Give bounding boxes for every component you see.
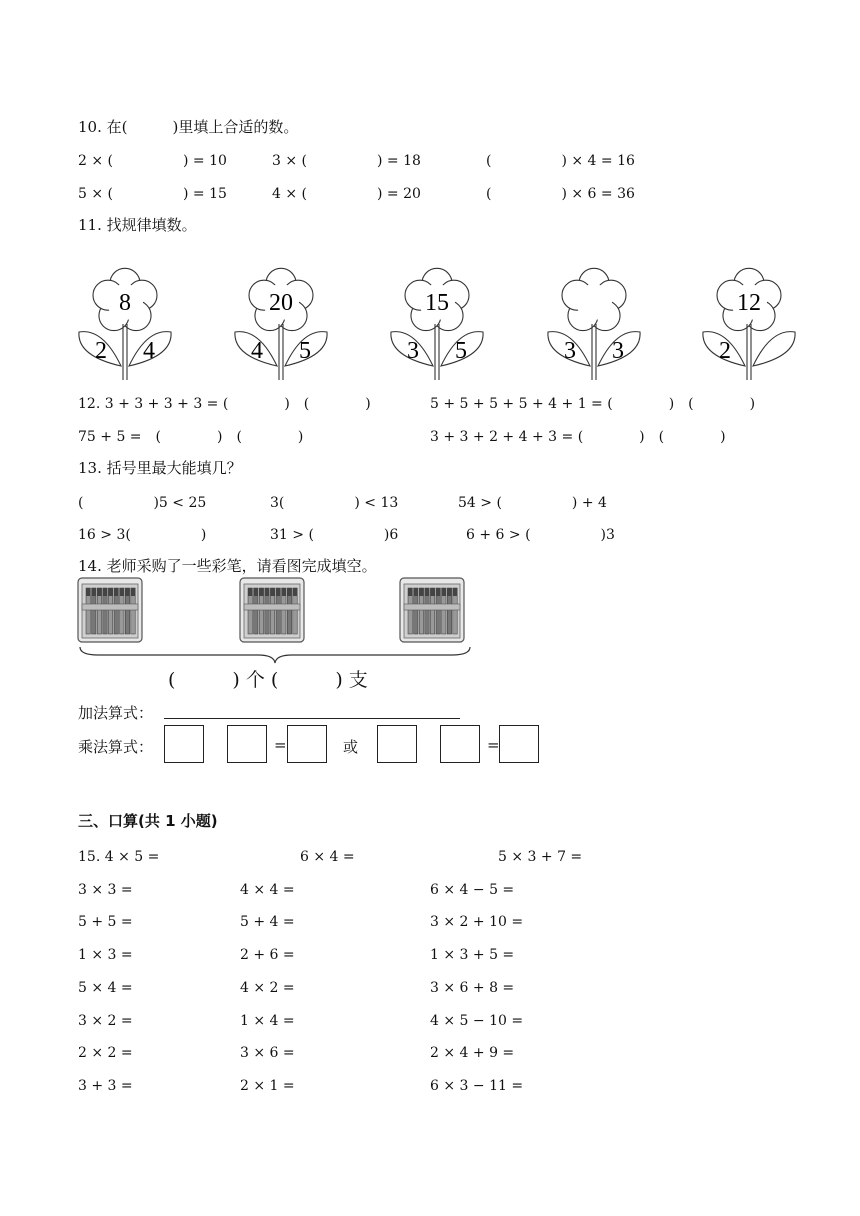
q13-r1c1[interactable]: ( )5 < 25 bbox=[78, 495, 207, 511]
flower-3-top: 15 bbox=[425, 290, 449, 316]
calc-r5c2[interactable]: 4 × 2 = bbox=[240, 980, 295, 996]
q11-title: 11. 找规律填数。 bbox=[78, 216, 197, 234]
flower-2-right: 5 bbox=[299, 338, 311, 364]
flower-3-right: 5 bbox=[455, 338, 467, 364]
calc-r5c3[interactable]: 3 × 6 + 8 = bbox=[430, 980, 515, 996]
flower-2-left: 4 bbox=[251, 338, 263, 364]
q12-r2c1[interactable]: 75 + 5 = ( ) ( ) bbox=[78, 429, 304, 445]
q13-r2c1[interactable]: 16 > 3( ) bbox=[78, 527, 207, 543]
calc-r6c1[interactable]: 3 × 2 = bbox=[78, 1013, 133, 1029]
mult-box-2[interactable] bbox=[227, 725, 267, 763]
flowers-figure bbox=[0, 252, 860, 392]
q10-r1c3[interactable]: ( ) × 4 = 16 bbox=[486, 153, 635, 169]
multiplication-label: 乘法算式： bbox=[78, 738, 154, 756]
mult-box-5[interactable] bbox=[440, 725, 480, 763]
calc-r8c1[interactable]: 3 + 3 = bbox=[78, 1078, 133, 1094]
pen-box-2 bbox=[240, 578, 304, 642]
mult-box-4[interactable] bbox=[377, 725, 417, 763]
flower-4 bbox=[548, 268, 640, 380]
flower-5-left: 2 bbox=[719, 338, 731, 364]
calc-r3c1[interactable]: 5 + 5 = bbox=[78, 914, 133, 930]
q10-title: 10. 在( )里填上合适的数。 bbox=[78, 118, 299, 136]
calc-r7c3[interactable]: 2 × 4 + 9 = bbox=[430, 1045, 515, 1061]
flower-4-left: 3 bbox=[564, 338, 576, 364]
flower-2 bbox=[235, 268, 327, 380]
q13-r1c2[interactable]: 3( ) < 13 bbox=[270, 495, 399, 511]
calc-r1c1[interactable]: 15. 4 × 5 = bbox=[78, 849, 160, 865]
mult-box-3[interactable] bbox=[287, 725, 327, 763]
flower-1-left: 2 bbox=[95, 338, 107, 364]
section3-heading: 三、口算(共 1 小题) bbox=[78, 812, 218, 830]
calc-r8c2[interactable]: 2 × 1 = bbox=[240, 1078, 295, 1094]
equals-sign: = bbox=[274, 736, 287, 754]
brace-fill-text[interactable]: ( ) 个 ( ) 支 bbox=[168, 669, 368, 691]
calc-r4c1[interactable]: 1 × 3 = bbox=[78, 947, 133, 963]
calc-r2c2[interactable]: 4 × 4 = bbox=[240, 882, 295, 898]
equals-sign-2: = bbox=[487, 736, 500, 754]
calc-r2c3[interactable]: 6 × 4 − 5 = bbox=[430, 882, 515, 898]
flower-2-top: 20 bbox=[269, 290, 293, 316]
calc-r2c1[interactable]: 3 × 3 = bbox=[78, 882, 133, 898]
pen-boxes-figure bbox=[72, 576, 552, 646]
pen-box-3 bbox=[400, 578, 464, 642]
calc-r6c2[interactable]: 1 × 4 = bbox=[240, 1013, 295, 1029]
q10-r2c1[interactable]: 5 × ( ) = 15 bbox=[78, 186, 227, 202]
flower-3 bbox=[391, 268, 483, 380]
or-text: 或 bbox=[343, 738, 359, 756]
calc-r3c3[interactable]: 3 × 2 + 10 = bbox=[430, 914, 524, 930]
addition-answer-line[interactable] bbox=[164, 718, 460, 719]
q10-r1c2[interactable]: 3 × ( ) = 18 bbox=[272, 153, 421, 169]
q10-r2c3[interactable]: ( ) × 6 = 36 bbox=[486, 186, 635, 202]
pen-box-1 bbox=[78, 578, 142, 642]
q12-r1c2[interactable]: 5 + 5 + 5 + 5 + 4 + 1 = ( ) ( ) bbox=[430, 396, 756, 412]
calc-r4c2[interactable]: 2 + 6 = bbox=[240, 947, 295, 963]
flower-5 bbox=[703, 268, 795, 380]
curly-brace bbox=[78, 645, 478, 665]
calc-r6c3[interactable]: 4 × 5 − 10 = bbox=[430, 1013, 524, 1029]
calc-r1c3[interactable]: 5 × 3 + 7 = bbox=[498, 849, 583, 865]
flower-1-right: 4 bbox=[143, 338, 155, 364]
q10-r2c2[interactable]: 4 × ( ) = 20 bbox=[272, 186, 421, 202]
q14-title: 14. 老师采购了一些彩笔，请看图完成填空。 bbox=[78, 557, 377, 575]
q13-r1c3[interactable]: 54 > ( ) + 4 bbox=[458, 495, 607, 511]
mult-box-1[interactable] bbox=[164, 725, 204, 763]
flower-3-left: 3 bbox=[407, 338, 419, 364]
addition-label: 加法算式： bbox=[78, 704, 154, 722]
flower-4-right: 3 bbox=[612, 338, 624, 364]
flower-1 bbox=[79, 268, 171, 380]
q12-r1c1[interactable]: 12. 3 + 3 + 3 + 3 = ( ) ( ) bbox=[78, 396, 371, 412]
calc-r3c2[interactable]: 5 + 4 = bbox=[240, 914, 295, 930]
flower-5-top: 12 bbox=[737, 290, 761, 316]
calc-r7c1[interactable]: 2 × 2 = bbox=[78, 1045, 133, 1061]
q13-title: 13. 括号里最大能填几？ bbox=[78, 459, 242, 477]
calc-r5c1[interactable]: 5 × 4 = bbox=[78, 980, 133, 996]
calc-r4c3[interactable]: 1 × 3 + 5 = bbox=[430, 947, 515, 963]
mult-box-6[interactable] bbox=[499, 725, 539, 763]
calc-r7c2[interactable]: 3 × 6 = bbox=[240, 1045, 295, 1061]
calc-r8c3[interactable]: 6 × 3 − 11 = bbox=[430, 1078, 524, 1094]
q10-r1c1[interactable]: 2 × ( ) = 10 bbox=[78, 153, 227, 169]
flower-1-top: 8 bbox=[119, 290, 131, 316]
calc-r1c2[interactable]: 6 × 4 = bbox=[300, 849, 355, 865]
q12-r2c2[interactable]: 3 + 3 + 2 + 4 + 3 = ( ) ( ) bbox=[430, 429, 726, 445]
q13-r2c2[interactable]: 31 > ( )6 bbox=[270, 527, 399, 543]
q13-r2c3[interactable]: 6 + 6 > ( )3 bbox=[466, 527, 615, 543]
